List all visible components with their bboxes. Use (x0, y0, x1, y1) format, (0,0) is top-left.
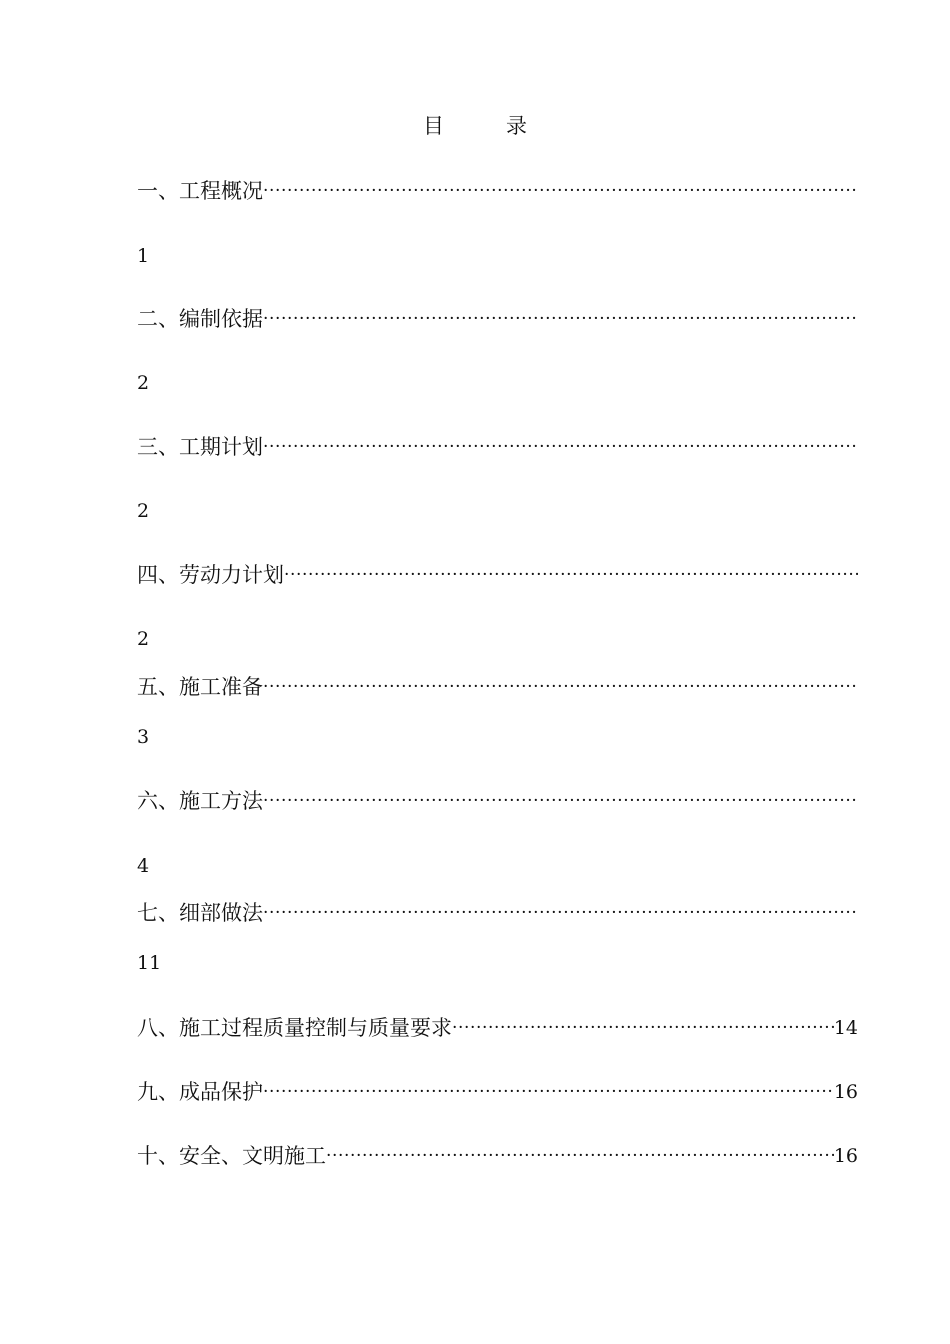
toc-entry-10[interactable] (137, 1141, 858, 1171)
toc-entry-4[interactable] (137, 560, 858, 590)
toc-entry-page: 2 (137, 372, 150, 394)
toc-entry-label: 十、安全、文明施工 (137, 1144, 326, 1168)
toc-leader-dots (326, 1141, 834, 1171)
toc-entry-label: 七、细部做法 (137, 901, 263, 925)
toc-leader-dots (284, 560, 858, 590)
toc-entry-page: 2 (137, 500, 150, 522)
toc-leader-dots (263, 672, 858, 702)
toc-entry-page: 16 (833, 1145, 858, 1167)
toc-leader-dots (263, 304, 858, 334)
toc-entry-6[interactable] (137, 786, 858, 816)
toc-leader-dots (263, 786, 858, 816)
toc-entry-9[interactable] (137, 1077, 858, 1107)
toc-entry-label: 八、施工过程质量控制与质量要求 (137, 1016, 452, 1040)
toc-title-left: 目 (423, 114, 444, 138)
toc-entry-label: 三、工期计划 (137, 435, 263, 459)
toc-entry-page: 14 (833, 1017, 858, 1039)
toc-entry-page: 4 (137, 855, 150, 877)
toc-entry-5[interactable] (137, 672, 858, 702)
toc-leader-dots (263, 176, 858, 206)
toc-leader-dots (263, 898, 858, 928)
toc-entry-label: 二、编制依据 (137, 307, 263, 331)
toc-entry-label: 九、成品保护 (137, 1080, 263, 1104)
toc-entry-label: 四、劳动力计划 (137, 563, 284, 587)
toc-entry-page: 3 (137, 726, 150, 748)
toc-entry-label: 六、施工方法 (137, 789, 263, 813)
toc-leader-dots (452, 1013, 834, 1043)
toc-entry-label: 五、施工准备 (137, 675, 263, 699)
toc-entry-label: 一、工程概况 (137, 179, 263, 203)
toc-entry-page: 11 (137, 952, 162, 974)
toc-title (0, 112, 950, 140)
toc-entry-3[interactable] (137, 432, 858, 462)
toc-leader-dots (263, 432, 858, 462)
toc-entry-7[interactable] (137, 898, 858, 928)
toc-leader-dots (263, 1077, 834, 1107)
toc-title-right: 录 (506, 114, 527, 138)
toc-entry-1[interactable] (137, 176, 858, 206)
toc-entry-page: 16 (833, 1081, 858, 1103)
toc-entry-2[interactable] (137, 304, 858, 334)
toc-entry-8[interactable] (137, 1013, 858, 1043)
toc-entry-page: 1 (137, 245, 150, 267)
toc-entry-page: 2 (137, 628, 150, 650)
